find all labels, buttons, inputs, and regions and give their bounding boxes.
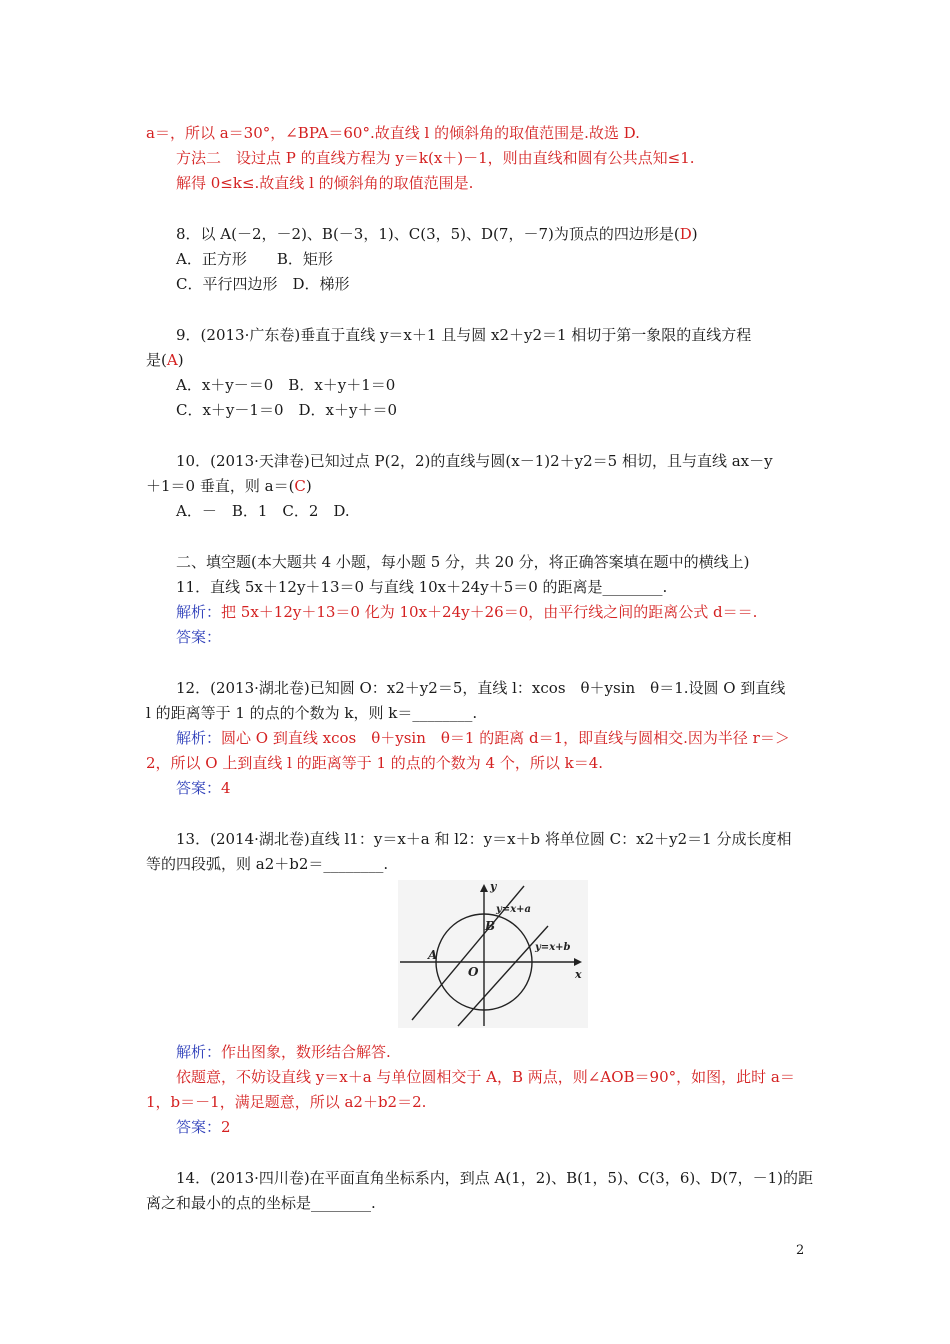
q10-stem-2-text: ＋1＝0 垂直，则 a＝(	[146, 477, 295, 495]
label-line-a: y=x+a	[496, 904, 532, 915]
q13-analysis-3: 1，b＝－1，满足题意，所以 a2＋b2＝2.	[146, 1093, 427, 1111]
q8-options-cd: C．平行四边形 D．梯形	[176, 275, 350, 293]
top-line-3: 解得 0≤k≤.故直线 l 的倾斜角的取值范围是.	[176, 174, 474, 192]
label-A: A	[428, 948, 438, 962]
top-line-1: a＝，所以 a＝30°，∠BPA＝60°.故直线 l 的倾斜角的取值范围是.故选 D.	[146, 124, 640, 142]
q13-figure	[398, 880, 588, 1028]
q11-stem: 11．直线 5x＋12y＋13＝0 与直线 10x＋24y＋5＝0 的距离是________.	[176, 578, 668, 596]
label-x: x	[575, 968, 582, 981]
q8-stem-text: 8．以 A(－2，－2)、B(－3，1)、C(3，5)、D(7，－7)为顶点的四边形是(	[176, 225, 680, 243]
q12-analysis-2: 2，所以 O 上到直线 l 的距离等于 1 的点的个数为 4 个，所以 k＝4.	[146, 754, 604, 772]
top-line-2: 方法二 设过点 P 的直线方程为 y＝k(x＋)－1，则由直线和圆有公共点知≤1.	[176, 149, 695, 167]
q11-answer-label: 答案：	[176, 628, 222, 646]
q8-stem	[176, 224, 698, 244]
q8-options-ab: A．正方形 B．矩形	[176, 250, 333, 268]
q9-stem: 9．(2013·广东卷)垂直于直线 y＝x＋1 且与圆 x2＋y2＝1 相切于第一象限的直线方程	[176, 326, 752, 344]
q12-analysis-text: 圆心 O 到直线 xcos θ＋ysin θ＝1 的距离 d＝1，即直线与圆相交.因为半径 r＝＞	[221, 729, 790, 747]
q12-stem: 12．(2013·湖北卷)已知圆 O：x2＋y2＝5，直线 l：xcos θ＋ysin θ＝1.设圆 O 到直线	[176, 679, 786, 697]
q10-answer: C	[294, 477, 306, 495]
q12-answer-value: 4	[221, 779, 231, 797]
q13-analysis	[176, 1042, 391, 1062]
q11-analysis-text: 把 5x＋12y＋13＝0 化为 10x＋24y＋26＝0，由平行线之间的距离公式 d＝＝.	[221, 603, 758, 621]
q12-answer-line	[176, 778, 231, 798]
figure-background	[398, 880, 588, 1028]
q9-answer: A	[166, 351, 178, 369]
q9-stem-2	[146, 350, 184, 370]
q13-answer-value: 2	[221, 1118, 231, 1136]
q9-stem-2-text: 是(	[146, 351, 167, 369]
q10-close: )	[305, 477, 312, 495]
q13-analysis-label: 解析：	[176, 1043, 222, 1061]
q11-analysis-label: 解析：	[176, 603, 222, 621]
q9-close: )	[177, 351, 184, 369]
q10-options: A．－ B．1 C．2 D.	[176, 502, 350, 520]
q12-analysis	[176, 728, 790, 748]
q13-stem-2: 等的四段弧，则 a2＋b2＝________.	[146, 855, 389, 873]
q13-answer-line	[176, 1117, 231, 1137]
q8-answer: D	[679, 225, 692, 243]
q10-stem-2	[146, 476, 312, 496]
q9-options-ab: A．x＋y－＝0 B．x＋y＋1＝0	[176, 376, 396, 394]
q10-stem: 10．(2013·天津卷)已知过点 P(2，2)的直线与圆(x－1)2＋y2＝5 相切，且与直线 ax－y	[176, 452, 773, 470]
label-y: y	[490, 880, 497, 893]
q13-stem: 13．(2014·湖北卷)直线 l1：y＝x＋a 和 l2：y＝x＋b 将单位圆 C：x2＋y2＝1 分成长度相	[176, 830, 792, 848]
page-number: 2	[796, 1243, 805, 1258]
label-line-b: y=x+b	[535, 942, 571, 953]
q13-answer-label: 答案：	[176, 1118, 222, 1136]
q8-close: )	[691, 225, 698, 243]
label-O: O	[468, 965, 479, 979]
q12-stem-2: l 的距离等于 1 的点的个数为 k，则 k＝________.	[146, 704, 478, 722]
q12-answer-label: 答案：	[176, 779, 222, 797]
q14-stem-2: 离之和最小的点的坐标是________.	[146, 1194, 376, 1212]
q12-analysis-label: 解析：	[176, 729, 222, 747]
q14-stem: 14．(2013·四川卷)在平面直角坐标系内，到点 A(1，2)、B(1，5)、C(3，6)、D(7，－1)的距	[176, 1169, 814, 1187]
q9-options-cd: C．x＋y－1＝0 D．x＋y＋＝0	[176, 401, 398, 419]
label-B: B	[485, 919, 496, 933]
q13-analysis-2: 依题意，不妨设直线 y＝x＋a 与单位圆相交于 A，B 两点，则∠AOB＝90°，如图，此时 a＝	[176, 1068, 795, 1086]
q13-analysis-text: 作出图象，数形结合解答.	[221, 1043, 391, 1061]
q11-answer-line	[176, 627, 221, 647]
q11-analysis	[176, 602, 757, 622]
section-heading: 二、填空题(本大题共 4 小题，每小题 5 分，共 20 分，将正确答案填在题中的横线上)	[176, 553, 750, 571]
